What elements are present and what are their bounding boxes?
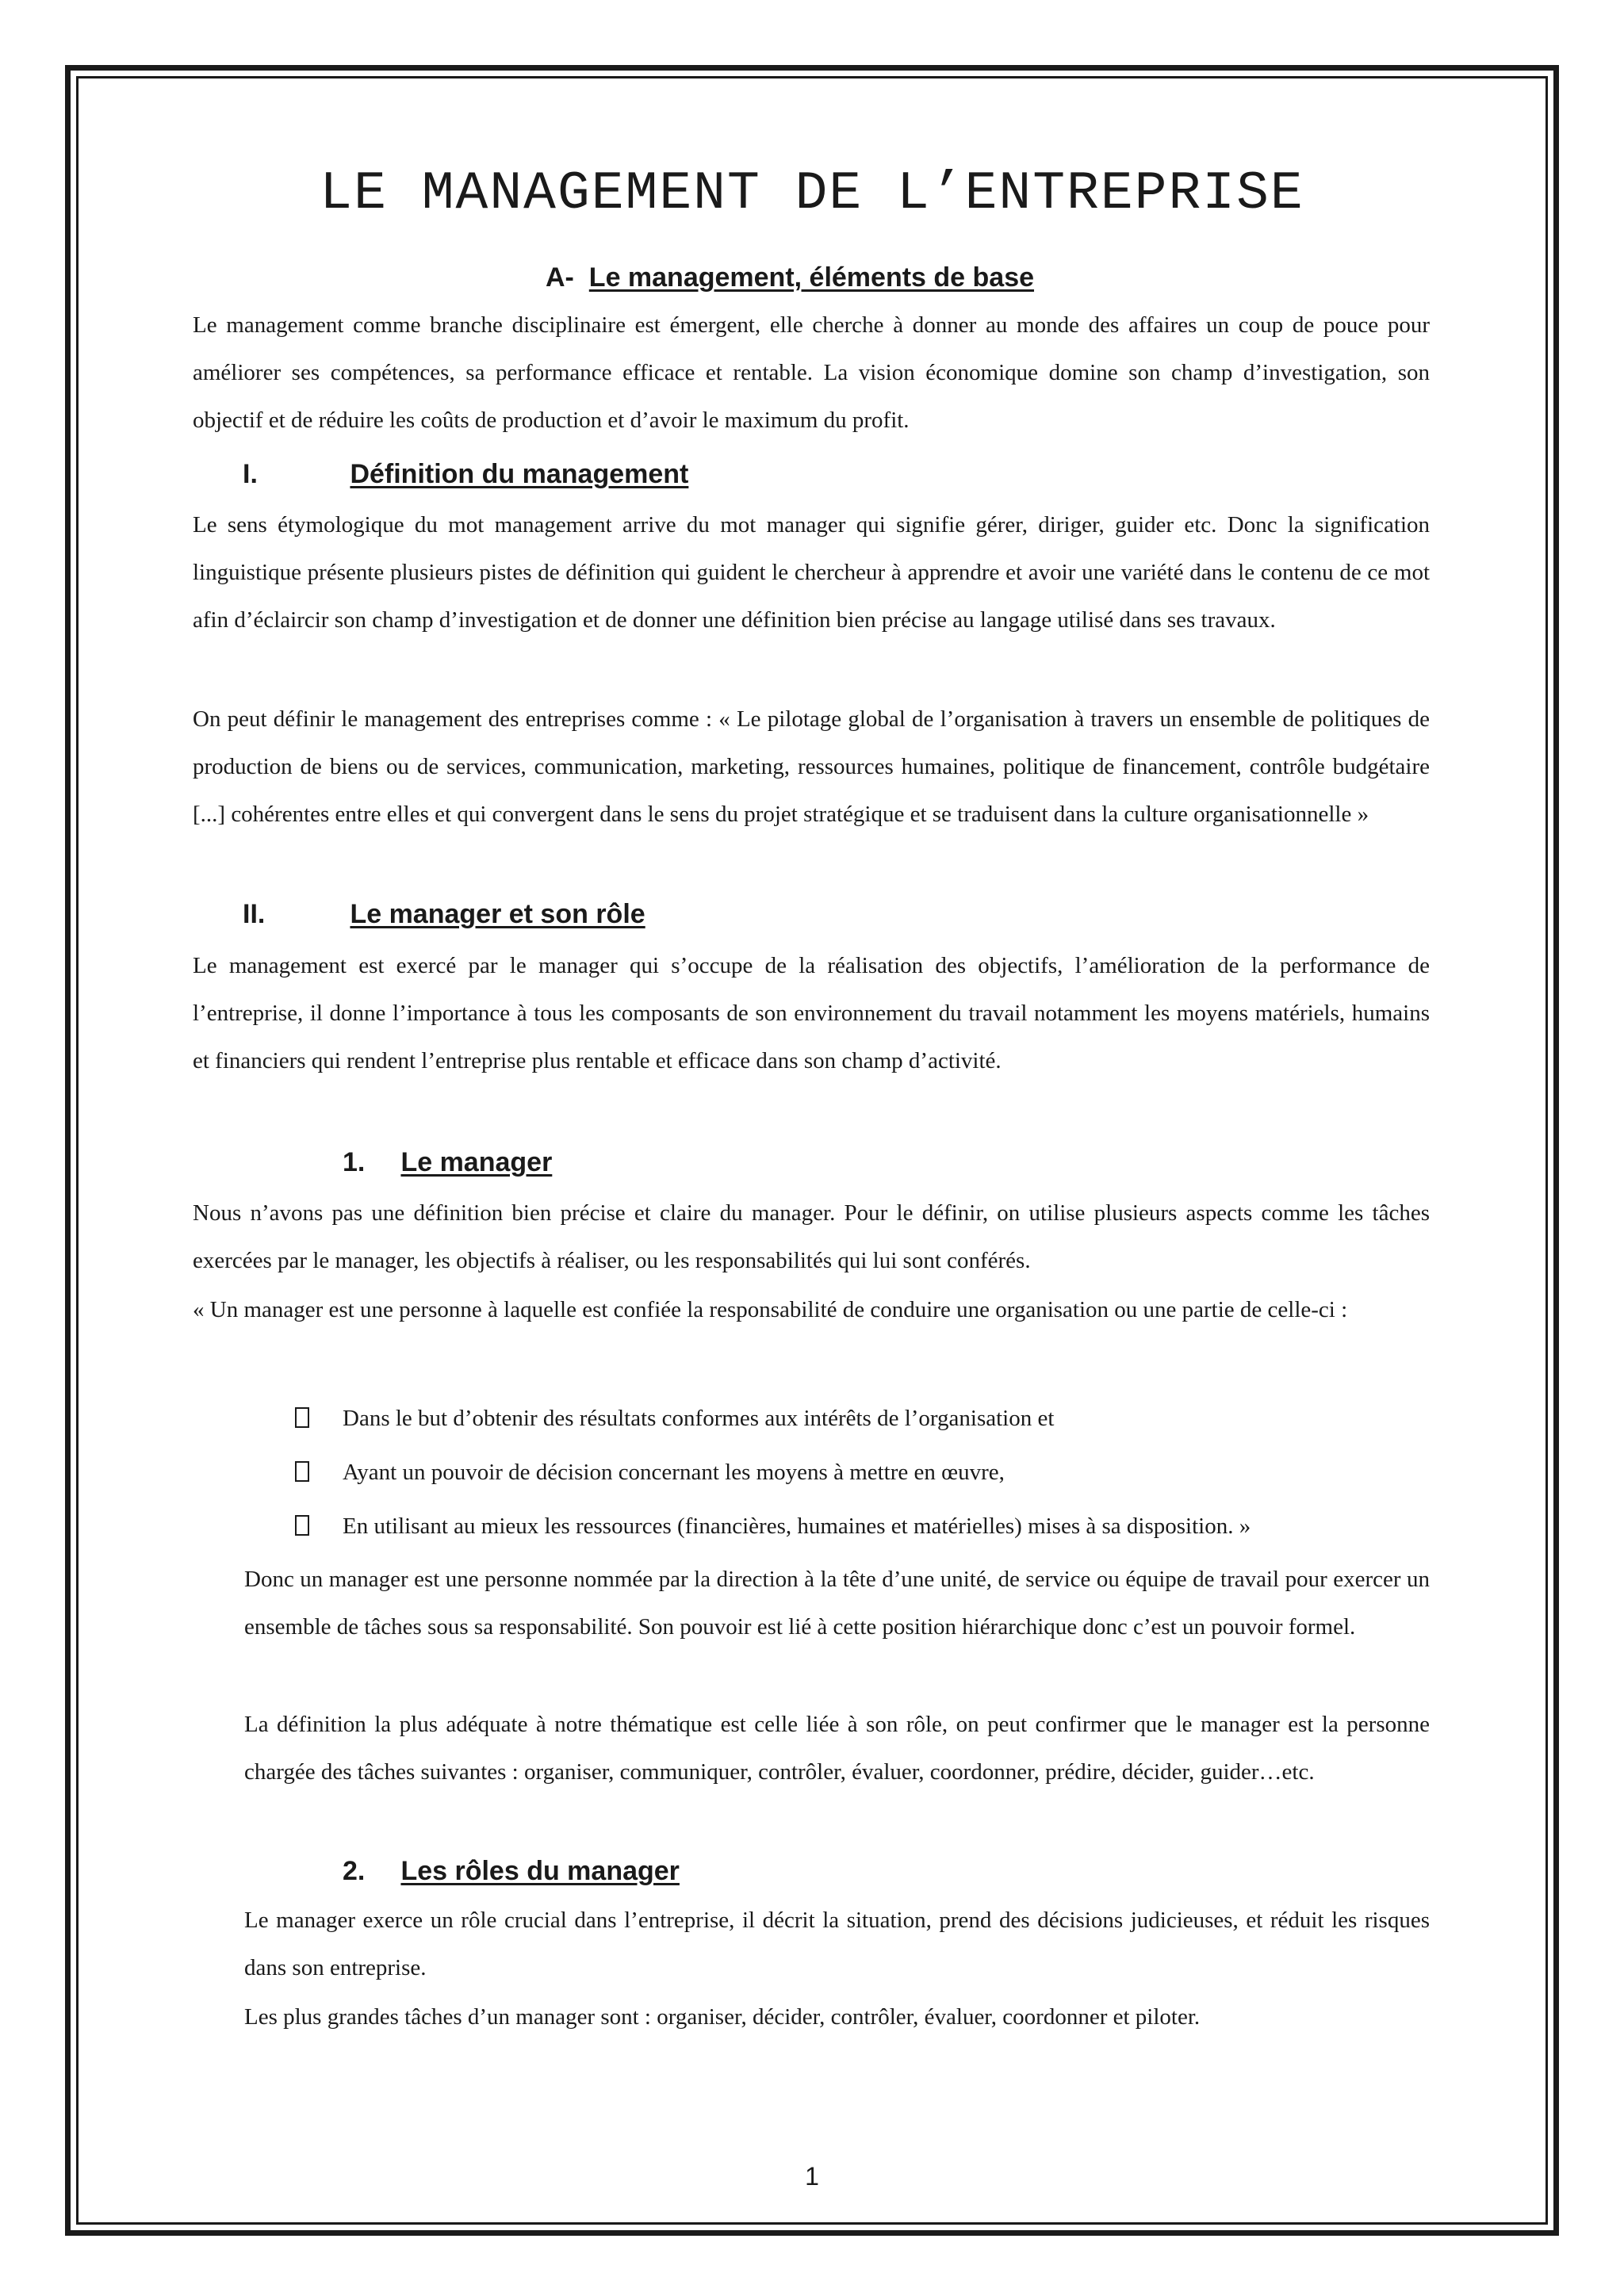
subsection-2-heading <box>343 1855 680 1887</box>
bullet-text: En utilisant au mieux les ressources (financières, humaines et matérielles) mises à sa disposition. » <box>343 1513 1251 1539</box>
subsection-1-number: 1. <box>343 1147 366 1177</box>
section-a-paragraph: Le management comme branche disciplinaire est émergent, elle cherche à donner au monde des affaires un coup de pouce pour améliorer ses compétences, sa performance efficace et rentable. La vision économique domine son champ d’investigation, son objectif et de réduire les coûts de production et d’avoir le maximum du profit. <box>193 312 1430 433</box>
bullet-list <box>295 1395 1437 1557</box>
checkbox-bullet-icon <box>295 1461 309 1482</box>
list-item <box>295 1449 1437 1503</box>
subsection-1-paragraph-4: La définition la plus adéquate à notre thématique est celle liée à son rôle, on peut confirmer que le manager est la personne chargée des tâches suivantes : organiser, communiquer, contrôler, évaluer, coordonner, prédire, décider, guider…etc. <box>244 1712 1430 1785</box>
section-a-number: A- <box>546 262 574 293</box>
section-2-heading <box>243 898 645 930</box>
section-a-heading <box>546 262 1034 293</box>
section-2-number: II. <box>243 899 266 929</box>
section-1-title: Définition du management <box>350 459 689 489</box>
section-1-paragraph-2: On peut définir le management des entreprises comme : « Le pilotage global de l’organisation à travers un ensemble de politiques de production de biens ou de services, communication, marketing, ressources humaines, politique de financement, contrôle budgétaire [...] cohérentes entre elles et qui convergent dans le sens du projet stratégique et se traduisent dans la culture organisationnelle » <box>193 706 1430 827</box>
section-a-title: Le management, éléments de base <box>588 262 1035 293</box>
section-1-number: I. <box>243 459 258 489</box>
document-title: LE MANAGEMENT DE L’ENTREPRISE <box>320 163 1304 224</box>
bullet-text: Dans le but d’obtenir des résultats conformes aux intérêts de l’organisation et <box>343 1406 1055 1431</box>
section-2-title: Le manager et son rôle <box>350 899 645 929</box>
page-number: 1 <box>805 2162 819 2191</box>
subsection-1-title: Le manager <box>400 1147 553 1177</box>
checkbox-bullet-icon <box>295 1515 309 1536</box>
bullet-text: Ayant un pouvoir de décision concernant les moyens à mettre en œuvre, <box>343 1460 1005 1485</box>
subsection-1-heading <box>343 1146 552 1178</box>
subsection-1-paragraph-3: Donc un manager est une personne nommée par la direction à la tête d’une unité, de service ou équipe de travail pour exercer un ensemble de tâches sous sa responsabilité. Son pouvoir est lié à cette position hiérarchique donc c’est un pouvoir formel. <box>244 1567 1430 1640</box>
subsection-1-paragraph-1: Nous n’avons pas une définition bien précise et claire du manager. Pour le définir, on utilise plusieurs aspects comme les tâches exercées par le manager, les objectifs à réaliser, ou les responsabilités qui lui sont conférés. <box>193 1200 1430 1273</box>
section-1-heading <box>243 458 688 490</box>
section-1-paragraph-1: Le sens étymologique du mot management arrive du mot manager qui signifie gérer, diriger, guider etc. Donc la signification linguistique présente plusieurs pistes de définition qui guident le chercheur à apprendre et avoir une variété dans le contenu de ce mot afin d’éclaircir son champ d’investigation et de donner une définition bien précise au langage utilisé dans ses travaux. <box>193 512 1430 633</box>
subsection-2-paragraph-1: Le manager exerce un rôle crucial dans l’entreprise, il décrit la situation, prend des décisions judicieuses, et réduit les risques dans son entreprise. <box>244 1908 1430 1980</box>
subsection-2-paragraph-2: Les plus grandes tâches d’un manager sont : organiser, décider, contrôler, évaluer, coordonner et piloter. <box>244 2004 1201 2030</box>
section-2-paragraph: Le management est exercé par le manager qui s’occupe de la réalisation des objectifs, l’amélioration de la performance de l’entreprise, il donne l’importance à tous les composants de son environnement du travail notamment les moyens matériels, humains et financiers qui rendent l’entreprise plus rentable et efficace dans son champ d’activité. <box>193 953 1430 1073</box>
subsection-2-title: Les rôles du manager <box>400 1856 680 1886</box>
checkbox-bullet-icon <box>295 1407 309 1428</box>
subsection-2-number: 2. <box>343 1856 366 1886</box>
list-item <box>295 1395 1437 1449</box>
list-item <box>295 1503 1437 1557</box>
subsection-1-paragraph-2: « Un manager est une personne à laquelle est confiée la responsabilité de conduire une organisation ou une partie de celle-ci : <box>193 1297 1348 1322</box>
